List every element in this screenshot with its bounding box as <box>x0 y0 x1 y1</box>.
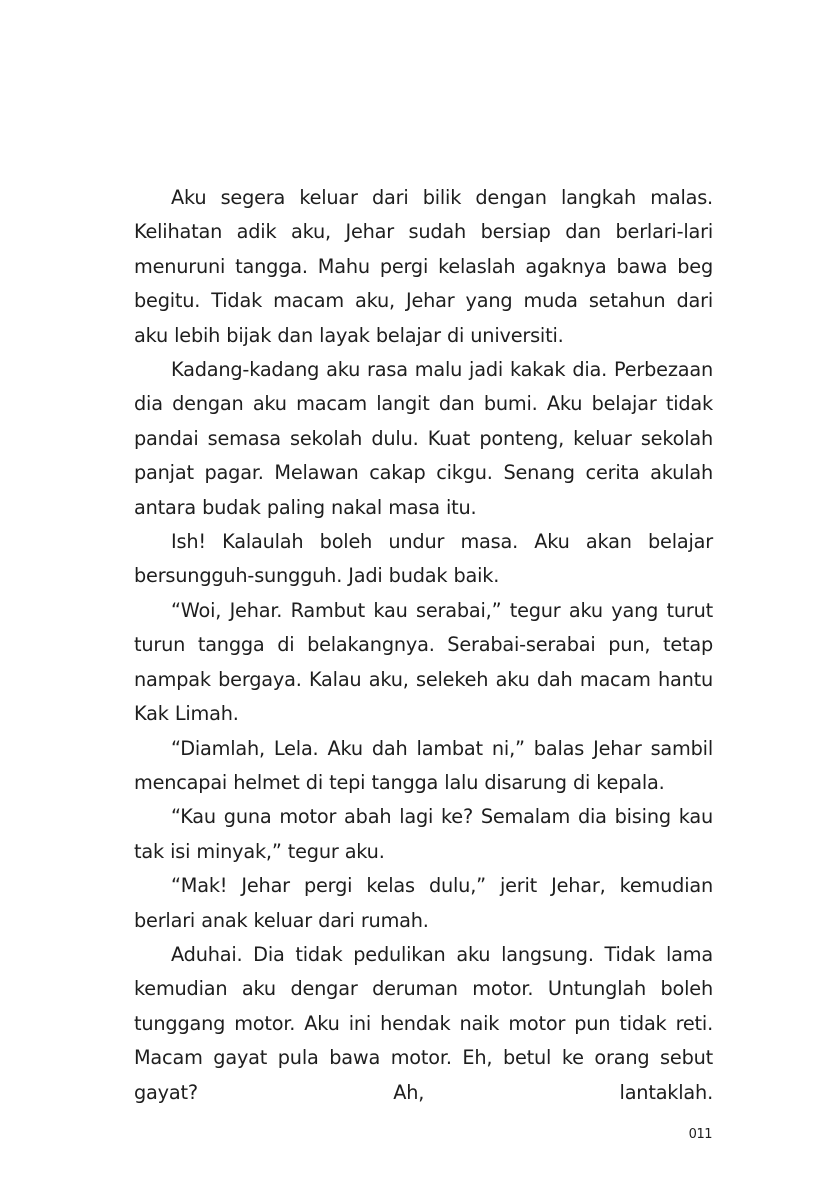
page-number: 011 <box>688 1127 712 1142</box>
paragraph-1: Aku segera keluar dari bilik dengan langkah malas. Kelihatan adik aku, Jehar sudah bersiap dan berlari-lari menuruni tangga. Mahu pergi kelaslah agaknya bawa beg begitu. Tidak macam aku, Jehar yang muda setahun dari aku lebih bijak dan layak belajar di universiti. <box>134 186 713 347</box>
paragraph-4: “Woi, Jehar. Rambut kau serabai,” tegur aku yang turut turun tangga di belakangnya. Serabai-serabai pun, tetap nampak bergaya. Kalau aku, selekeh aku dah macam hantu Kak Limah. <box>134 598 713 726</box>
paragraph-3: Ish! Kalaulah boleh undur masa. Aku akan belajar bersungguh-sungguh. Jadi budak baik. <box>134 530 713 588</box>
paragraph-8: Aduhai. Dia tidak pedulikan aku langsung. Tidak lama kemudian aku dengar deruman motor. Untunglah boleh tunggang motor. Aku ini hendak naik motor pun tidak reti. Macam gayat pula bawa motor. Eh, betul ke orang sebut gayat? Ah, lantaklah. <box>134 942 713 1104</box>
paragraph-7: “Mak! Jehar pergi kelas dulu,” jerit Jehar, kemudian berlari anak keluar dari rumah. <box>134 874 713 932</box>
paragraph-5: “Diamlah, Lela. Aku dah lambat ni,” balas Jehar sambil mencapai helmet di tepi tangga lalu disarung di kepala. <box>134 736 713 794</box>
body-text <box>134 181 713 1110</box>
paragraph-2: Kadang-kadang aku rasa malu jadi kakak dia. Perbezaan dia dengan aku macam langit dan bumi. Aku belajar tidak pandai semasa sekolah dulu. Kuat ponteng, keluar sekolah panjat pagar. Melawan cakap cikgu. Senang cerita akulah antara budak paling nakal masa itu. <box>134 358 713 519</box>
paragraph-6: “Kau guna motor abah lagi ke? Semalam dia bising kau tak isi minyak,” tegur aku. <box>134 805 713 863</box>
